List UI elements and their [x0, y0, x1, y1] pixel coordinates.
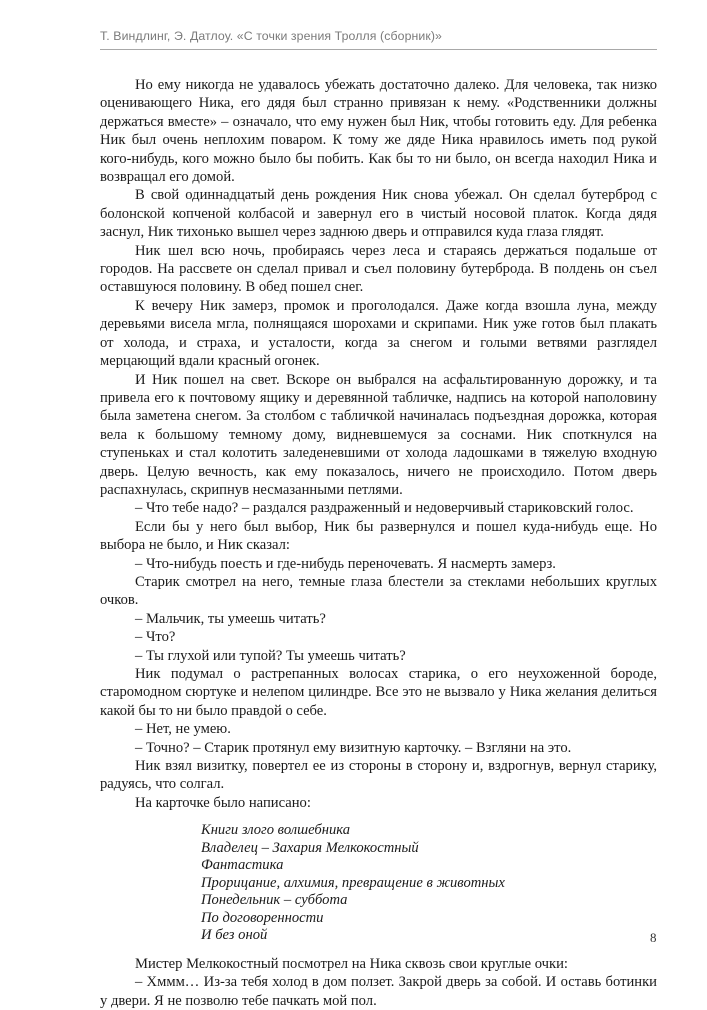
paragraph: В свой одиннадцатый день рождения Ник снова убежал. Он сделал бутерброд с болонской копченой колбасой и завернул его в чистый носовой платок. Когда дядя заснул, Ник тихонько вышел через заднюю дверь и отправился куда глаза глядят.	[100, 187, 657, 241]
card-line: Прорицание, алхимия, превращение в животных	[201, 874, 505, 891]
paragraph: Ник взял визитку, повертел ее из стороны в сторону и, вздрогнув, вернул старику, радуясь, что солгал.	[100, 758, 657, 793]
paragraph: Мистер Мелкокостный посмотрел на Ника сквозь свои круглые очки:	[135, 955, 568, 972]
dialogue-line: – Мальчик, ты умеешь читать?	[135, 610, 326, 627]
paragraph: Но ему никогда не удавалось убежать достаточно далеко. Для человека, так низко оценивающего Ника, его дядя был странно привязан к нему. «Родственники должны держаться вместе» – означало, что ему нужен был Ник, чтобы готовить еду. Для ребенка Ник был очень неплохим поваром. К тому же дяде Ника нравилось иметь под рукой кого-нибудь, кого можно было бы побить. Как бы то ни было, он всегда находил Ника и возвращал его домой.	[100, 77, 657, 186]
business-card-text	[100, 822, 657, 945]
card-line: Фантастика	[201, 857, 284, 874]
card-line: Книги злого волшебника	[201, 822, 351, 839]
paragraph: На карточке было написано:	[135, 794, 311, 811]
card-line: По договоренности	[201, 909, 324, 926]
dialogue-line: – Что?	[135, 629, 176, 646]
card-line: Понедельник – суббота	[201, 892, 348, 909]
page-number: 8	[650, 930, 657, 945]
paragraph: К вечеру Ник замерз, промок и проголодался. Даже когда взошла луна, между деревьями висела мгла, полнящаяся шорохами и скрипами. Ник уже готов был плакать от холода, и страха, и усталости, когда за снегом и голыми ветвями разглядел мерцающий вдали красный огонек.	[100, 297, 657, 370]
header-rule	[100, 49, 657, 50]
paragraph: И Ник пошел на свет. Вскоре он выбрался на асфальтированную дорожку, и та привела его к почтовому ящику и деревянной табличке, надпись на которой наполовину была заметена снегом. За столбом с табличкой начиналась подъездная дорожка, которая вела к большому темному дому, видневшемуся за соснами. Ник споткнулся на ступеньках и стал колотить заледеневшими от холода ладошками в тяжелую входную дверь. Целую вечность, как ему показалось, ничего не происходило. Потом дверь распахнулась, скрипнув несмазанными петлями.	[100, 371, 657, 498]
dialogue-line: – Точно? – Старик протянул ему визитную карточку. – Взгляни на это.	[135, 739, 572, 756]
dialogue-line: – Что тебе надо? – раздался раздраженный и недоверчивый стариковский голос.	[135, 500, 634, 517]
paragraph: Старик смотрел на него, темные глаза блестели за стеклами небольших круглых очков.	[100, 573, 657, 609]
dialogue-line: – Ты глухой или тупой? Ты умеешь читать?	[135, 647, 406, 664]
page-body	[100, 76, 657, 1010]
paragraph: Ник подумал о растрепанных волосах старика, о его неухоженной бороде, старомодном сюртуке и нелепом цилиндре. Все это не вызвало у Ника желания делиться какой бы то ни было правдой о себе.	[100, 666, 657, 719]
dialogue-line: – Хммм… Из-за тебя холод в дом ползет. Закрой дверь за собой. И оставь ботинки у двери. Я не позволю тебе пачкать мой пол.	[100, 974, 657, 1009]
paragraph: Ник шел всю ночь, пробираясь через леса и стараясь держаться подальше от городов. На рассвете он сделал привал и съел половину бутерброда. В полдень он съел оставшуюся половину. В обед пошел снег.	[100, 242, 657, 296]
card-line: Владелец – Захария Мелкокостный	[201, 839, 419, 856]
running-header: Т. Виндлинг, Э. Датлоу. «С точки зрения Тролля (сборник)»	[100, 29, 442, 43]
card-line: И без оной	[201, 927, 268, 944]
paragraph: Если бы у него был выбор, Ник бы развернулся и пошел куда-нибудь еще. Но выбора не было, и Ник сказал:	[100, 518, 657, 554]
dialogue-line: – Что-нибудь поесть и где-нибудь переночевать. Я насмерть замерз.	[135, 555, 556, 572]
dialogue-line: – Нет, не умею.	[135, 721, 231, 738]
